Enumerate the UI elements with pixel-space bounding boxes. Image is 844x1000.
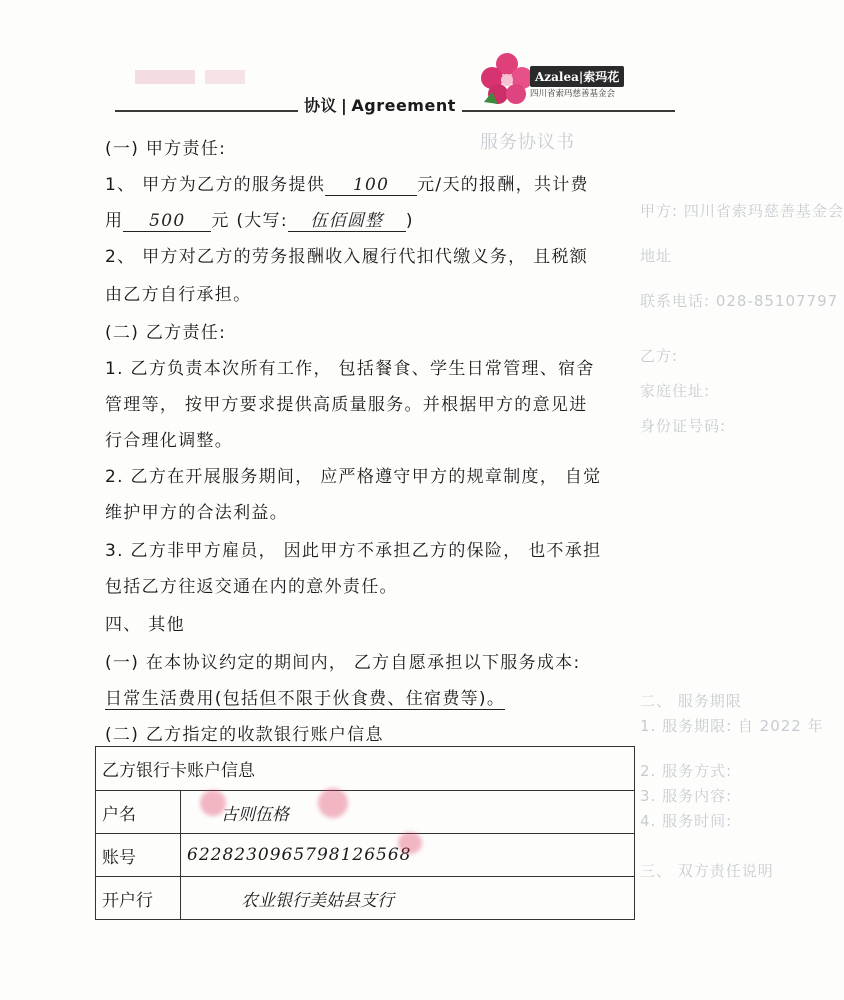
title-cn: 协议 xyxy=(304,96,338,115)
bleed-line: 1. 服务期限: 自 2022 年 xyxy=(640,717,824,735)
bleed-title: 服务协议书 xyxy=(480,132,575,153)
total-amount-field: 500 xyxy=(123,212,211,232)
section-b-item1-cont: 行合理化调整。 xyxy=(105,431,234,451)
section-b-heading: (二) 乙方责任: xyxy=(105,323,227,343)
account-number-value: 6228230965798126568 xyxy=(181,834,635,877)
section-b-item3: 3. 乙方非甲方雇员， 因此甲方不承担乙方的保险， 也不承担 xyxy=(105,541,602,561)
logo-name: Azalea|索玛花 xyxy=(530,66,624,87)
section-four-sub1: (一) 在本协议约定的期间内， 乙方自愿承担以下服务成本: xyxy=(105,653,581,673)
section-b-item2-cont: 维护甲方的合法利益。 xyxy=(105,503,288,523)
section-a-item1: 1、 甲方为乙方的服务提供 100 元/天的报酬，共计费 xyxy=(105,175,589,195)
bank-account-table xyxy=(95,746,635,920)
section-a-item2: 2、 甲方对乙方的劳务报酬收入履行代扣代缴义务， 且税额 xyxy=(105,247,589,267)
table-row xyxy=(96,834,635,877)
bleed-line: 乙方: xyxy=(640,347,679,365)
azalea-logo xyxy=(478,52,638,108)
bleed-line: 三、 双方责任说明 xyxy=(640,862,774,880)
section-b-item1: 1. 乙方负责本次所有工作， 包括餐食、学生日常管理、宿舍 xyxy=(105,359,595,379)
section-b-item2: 2. 乙方在开展服务期间， 应严格遵守甲方的规章制度， 自觉 xyxy=(105,467,602,487)
fingerprint-seal xyxy=(398,832,422,854)
account-number-label: 账号 xyxy=(96,834,181,877)
bleed-line: 3. 服务内容: xyxy=(640,787,733,805)
faded-logo xyxy=(135,66,305,88)
section-a-heading: (一) 甲方责任: xyxy=(105,139,227,159)
account-name-value: 古则伍格 xyxy=(181,791,635,834)
header-title xyxy=(298,93,462,116)
section-a-item2-cont: 由乙方自行承担。 xyxy=(105,285,252,305)
title-en: Agreement xyxy=(351,96,456,115)
section-four-heading: 四、 其他 xyxy=(105,615,185,635)
bank-table-title: 乙方银行卡账户信息 xyxy=(96,747,635,791)
amount-in-words-field: 伍佰圆整 xyxy=(288,212,406,232)
table-row xyxy=(96,877,635,920)
bleed-line: 4. 服务时间: xyxy=(640,812,733,830)
table-row xyxy=(96,791,635,834)
section-b-item1-cont: 管理等， 按甲方要求提供高质量服务。并根据甲方的意见进 xyxy=(105,395,588,415)
bleed-line: 地址 xyxy=(640,247,673,265)
account-name-label: 户名 xyxy=(96,791,181,834)
section-four-sub2: (二) 乙方指定的收款银行账户信息 xyxy=(105,725,384,745)
section-a-item1b: 用 500 元 (大写: 伍佰圆整 ) xyxy=(105,211,414,231)
bleed-line: 家庭住址: xyxy=(640,382,711,400)
azalea-flower-icon xyxy=(478,52,536,108)
fingerprint-seal xyxy=(318,788,348,818)
bleed-line: 联系电话: 028-85107797 xyxy=(640,292,839,310)
bleed-line: 甲方: 四川省索玛慈善基金会 xyxy=(640,202,844,220)
bleed-line: 2. 服务方式: xyxy=(640,762,733,780)
daily-rate-field: 100 xyxy=(325,176,417,196)
bank-branch-value: 农业银行美姑县支行 xyxy=(181,877,635,920)
bleed-line: 身份证号码: xyxy=(640,417,727,435)
section-four-sub1-detail: 日常生活费用(包括但不限于伙食费、住宿费等)。 xyxy=(105,689,506,709)
section-b-item3-cont: 包括乙方往返交通在内的意外责任。 xyxy=(105,577,398,597)
title-separator: | xyxy=(341,96,348,115)
bank-branch-label: 开户行 xyxy=(96,877,181,920)
bleed-line: 二、 服务期限 xyxy=(640,692,742,710)
fingerprint-seal xyxy=(200,790,226,816)
logo-subtitle: 四川省索玛慈善基金会 xyxy=(530,89,616,99)
